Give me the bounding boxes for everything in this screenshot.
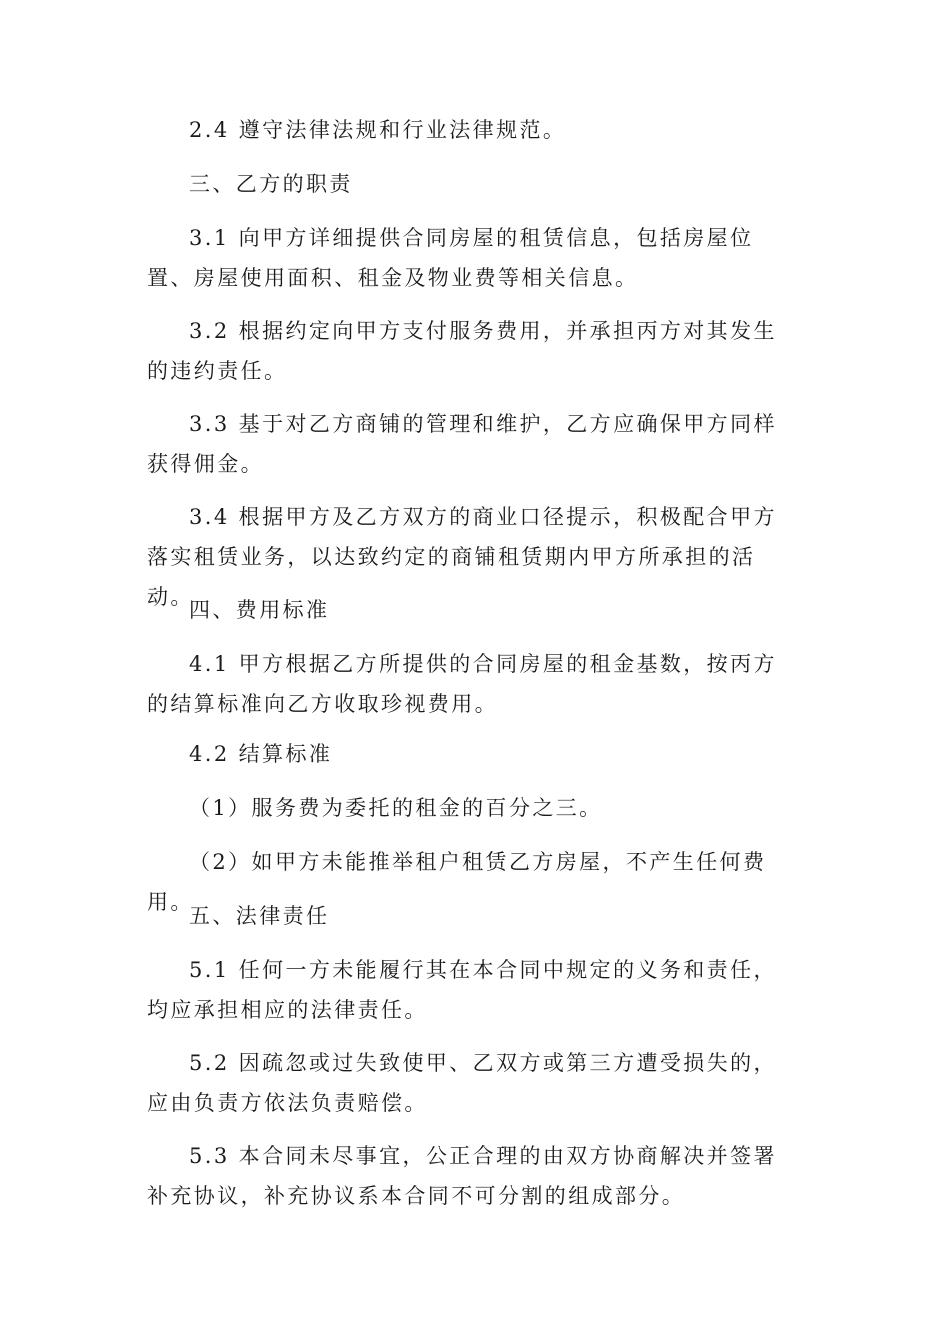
clause-2-4: 2.4 遵守法律法规和行业法律规范。 bbox=[189, 118, 567, 142]
clause-4-1: 4.1 甲方根据乙方所提供的合同房屋的租金基数，按丙方的结算标准向乙方收取珍视费用。 bbox=[147, 652, 777, 716]
item-1: （1）服务费为委托的租金的百分之三。 bbox=[189, 796, 603, 820]
clause-5-2: 5.2 因疏忽或过失致使甲、乙双方或第三方遭受损失的，应由负责方依法负责赔偿。 bbox=[147, 1051, 777, 1115]
section-heading-3: 三、乙方的职责 bbox=[189, 172, 353, 196]
clause-5-3: 5.3 本合同未尽事宜，公正合理的由双方协商解决并签署补充协议，补充协议系本合同不可分割的组成部分。 bbox=[147, 1144, 777, 1208]
clause-3-4: 3.4 根据甲方及乙方双方的商业口径提示，积极配合甲方落实租赁业务，以达致约定的商铺租赁期内甲方所承担的活动。 bbox=[147, 505, 777, 609]
clause-3-2: 3.2 根据约定向甲方支付服务费用，并承担丙方对其发生的违约责任。 bbox=[147, 319, 777, 383]
clause-4-2: 4.2 结算标准 bbox=[189, 742, 333, 766]
clause-3-1: 3.1 向甲方详细提供合同房屋的租赁信息，包括房屋位置、房屋使用面积、租金及物业费等相关信息。 bbox=[147, 226, 754, 290]
clause-5-1: 5.1 任何一方未能履行其在本合同中规定的义务和责任，均应承担相应的法律责任。 bbox=[147, 958, 777, 1022]
section-heading-4: 四、费用标准 bbox=[189, 598, 330, 622]
item-2: （2）如甲方未能推举租户租赁乙方房屋，不产生任何费用。 bbox=[147, 850, 767, 914]
section-heading-5: 五、法律责任 bbox=[189, 904, 330, 928]
clause-3-3: 3.3 基于对乙方商铺的管理和维护，乙方应确保甲方同样获得佣金。 bbox=[147, 412, 777, 476]
